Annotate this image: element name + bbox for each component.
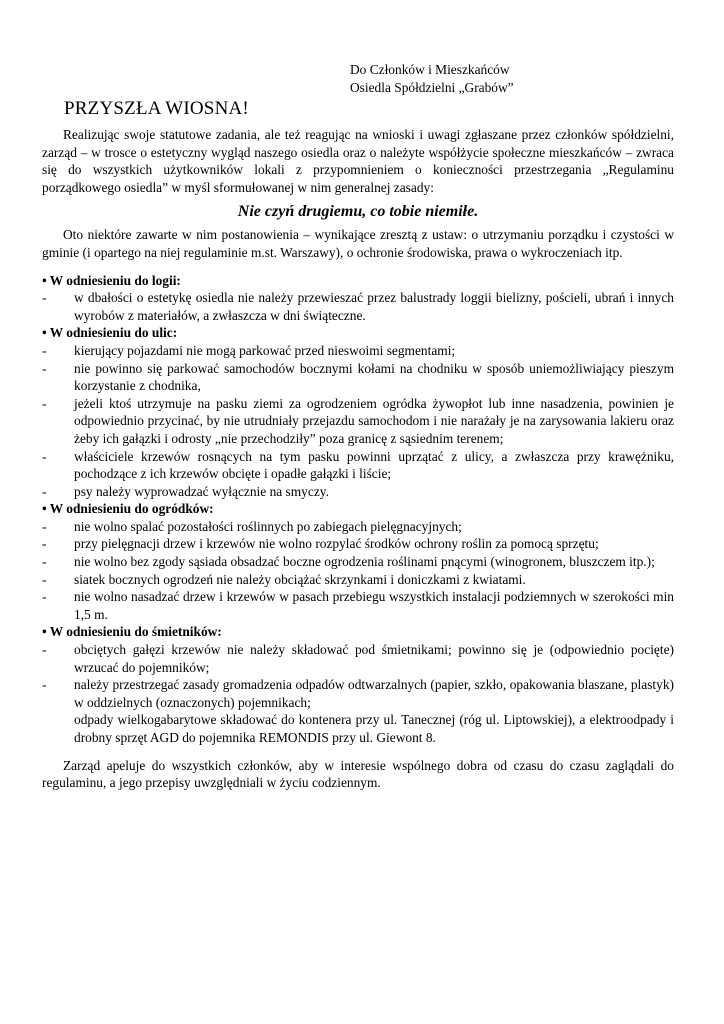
- list-item: [42, 553, 674, 571]
- list-item: [42, 448, 674, 483]
- list-item-text: nie wolno spalać pozostałości roślinnych po zabiegach pielęgnacyjnych;: [74, 518, 462, 534]
- list-item-text: w dbałości o estetykę osiedla nie należy przewieszać przez balustrady loggii bielizny, pościeli, ubrań i innych wyrobów z materiałów, a zwłaszcza w dni świąteczne.: [74, 290, 674, 323]
- page-title: PRZYSZŁA WIOSNA!: [64, 98, 249, 119]
- list-item: [42, 535, 674, 553]
- list-item-text: nie powinno się parkować samochodów bocznymi kołami na chodniku w sposób uniemożliwiający pieszym korzystanie z chodnika,: [74, 360, 674, 394]
- list-item: [42, 289, 674, 324]
- list-item-text: należy przestrzegać zasady gromadzenia odpadów odtwarzalnych (papier, szkło, opakowania blaszane, plastyk) w oddzielnych (oznaczonych) pojemnikach;: [74, 677, 674, 710]
- dash-marker: -: [42, 642, 47, 658]
- list-item-continuation: odpady wielkogabarytowe składować do kontenera przy ul. Tanecznej (róg ul. Liptowskiej), a elektroodpady i drobny sprzęt AGD do pojemnika REMONDIS przy ul. Giewont 8.: [74, 712, 674, 745]
- dash-marker: -: [42, 536, 47, 552]
- dash-marker: -: [42, 554, 47, 570]
- section-title-logie: • W odniesieniu do logii:: [42, 272, 181, 288]
- list-item-text: nie wolno nasadzać drzew i krzewów w pasach przebiegu wszystkich instalacji podziemnych w szerokości min 1,5 m.: [74, 589, 674, 622]
- recipient-line-2: Osiedla Spółdzielni „Grabów”: [350, 79, 514, 95]
- list-item: [42, 518, 674, 536]
- list-item: [42, 360, 674, 395]
- list-item: [42, 483, 674, 501]
- list-item: [42, 571, 674, 589]
- list-item: [42, 676, 674, 711]
- dash-marker: -: [42, 448, 47, 464]
- dash-marker: -: [42, 360, 47, 376]
- list-item-text: obciętych gałęzi krzewów nie należy składować pod śmietnikami; powinno się je (odpowiednio pocięte) wrzucać do pojemników;: [74, 642, 674, 675]
- list-item-text: nie wolno bez zgody sąsiada obsadzać boczne ogrodzenia roślinami pnącymi (winogronem, bluszczem itp.);: [74, 554, 655, 570]
- list-item-text: jeżeli ktoś utrzymuje na pasku ziemi za ogrodzeniem ogródka żywopłot lub inne nasadzenia, powinien je odpowiednio przycinać, by nie utrudniały przejazdu samochodom i nie narażały je na zarysowania lakieru oraz żeby ich gałązki i odrosty „nie przechodziły” poza granicę z sąsiednim terenem;: [74, 395, 674, 446]
- list-item-text: psy należy wyprowadzać wyłącznie na smyczy.: [74, 483, 329, 499]
- recipient-address: [350, 61, 670, 96]
- list-item: [42, 588, 674, 623]
- document-body: [42, 126, 674, 792]
- dash-marker: -: [42, 342, 47, 358]
- closing-paragraph: Zarząd apeluje do wszystkich członków, aby w interesie wspólnego dobra od czasu do czasu zaglądali do regulaminu, a jego przepisy uwzględniali w życiu codziennym.: [42, 757, 674, 791]
- list-item-text: kierujący pojazdami nie mogą parkować przed nieswoimi segmentami;: [74, 342, 456, 358]
- dash-marker: -: [42, 395, 47, 411]
- section-title-smietniki: • W odniesieniu do śmietników:: [42, 624, 222, 640]
- list-item: [42, 395, 674, 448]
- section-title-ulice: • W odniesieniu do ulic:: [42, 325, 178, 341]
- list-item-text: przy pielęgnacji drzew i krzewów nie wolno rozpylać środków ochrony roślin za pomocą sprzętu;: [74, 536, 599, 552]
- dash-marker: -: [42, 589, 47, 605]
- list-item-text: właściciele krzewów rosnących na tym pasku powinni uprzątać z ulicy, a zwłaszcza przy krawężniku, pochodzące z ich krzewów obcięte i opadłe gałązki i liście;: [74, 448, 674, 482]
- recipient-line-1: Do Członków i Mieszkańców: [350, 62, 510, 77]
- list-item-text: siatek bocznych ogrodzeń nie należy obciążać skrzynkami i doniczkami z kwiatami.: [74, 571, 526, 587]
- motto: Nie czyń drugiemu, co tobie niemiłe.: [237, 203, 479, 221]
- section-title-ogrodki: • W odniesieniu do ogródków:: [42, 501, 214, 517]
- dash-marker: -: [42, 571, 47, 587]
- dash-marker: -: [42, 290, 47, 306]
- list-item: [42, 641, 674, 676]
- dash-marker: -: [42, 518, 47, 534]
- intro-paragraph-2: Oto niektóre zawarte w nim postanowienia – wynikające zresztą z ustaw: o utrzymaniu porządku i czystości w gminie (i opartego na niej regulaminie m.st. Warszawy), o ochronie środowiska, prawa o wykroczeniach itp.: [42, 227, 674, 260]
- list-item: [42, 342, 674, 360]
- dash-marker: -: [42, 483, 47, 499]
- intro-paragraph: Realizując swoje statutowe zadania, ale też reagując na wnioski i uwagi zgłaszane przez członków spółdzielni, zarząd – w trosce o estetyczny wygląd naszego osiedla oraz o należyte współżycie społeczne mieszkańców – zwraca się do wszystkich użytkowników lokali z przypomnieniem o konieczności przestrzegania „Regulaminu porządkowego osiedla” w myśl sformułowanej w nim generalnej zasady:: [42, 127, 674, 195]
- dash-marker: -: [42, 677, 47, 693]
